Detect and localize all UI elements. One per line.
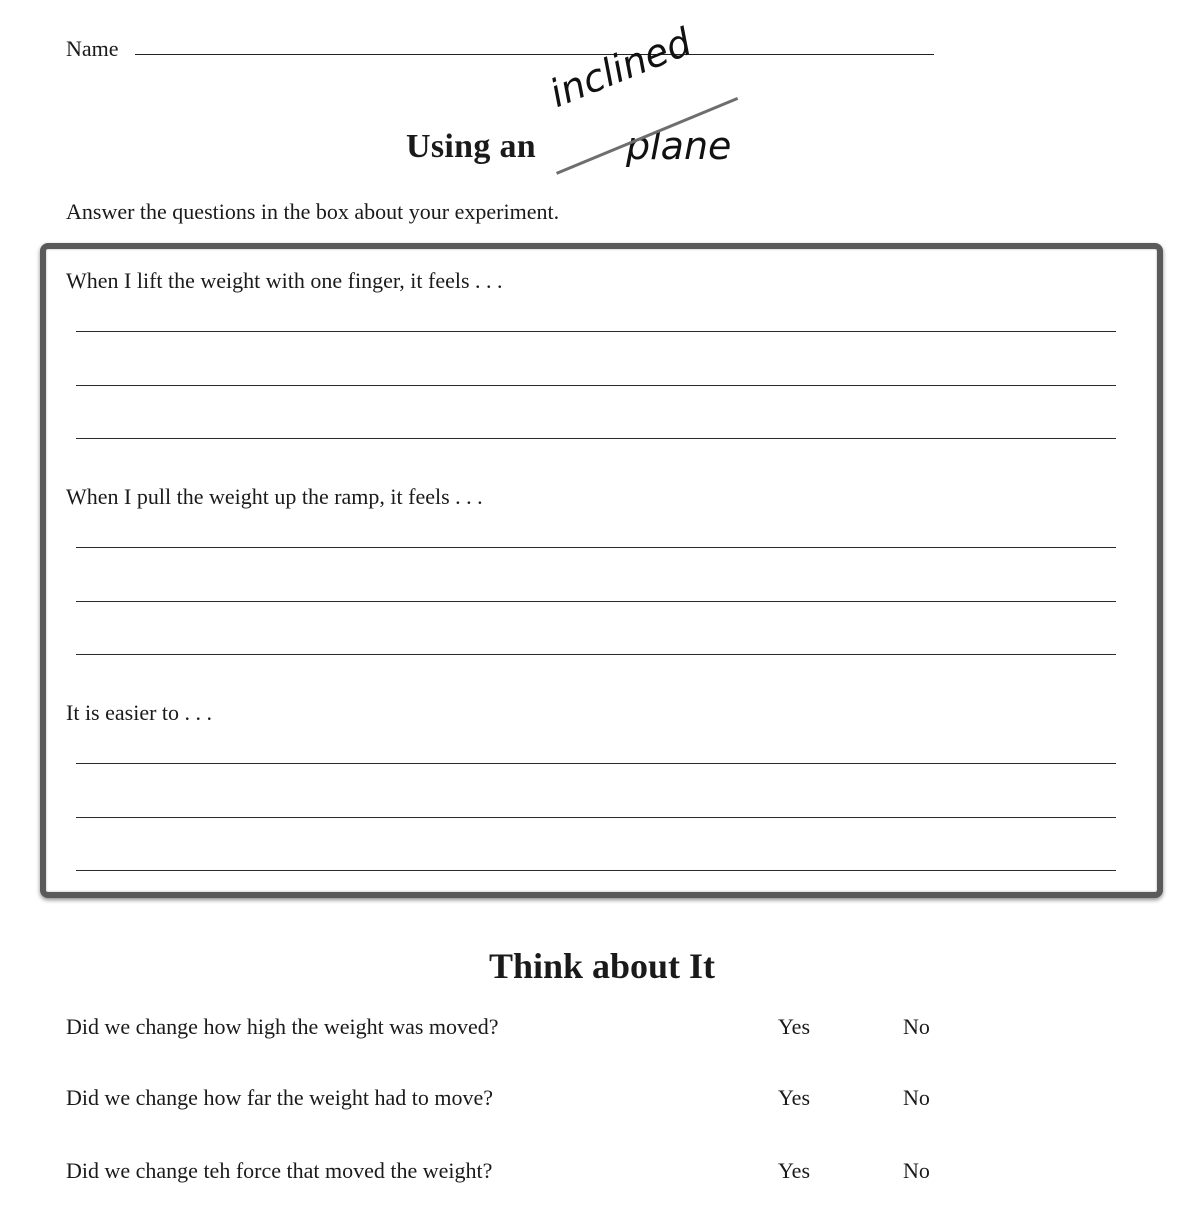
answer-line[interactable] — [76, 385, 1116, 386]
answer-yes[interactable]: Yes — [778, 1014, 811, 1039]
answer-no[interactable]: No — [903, 1085, 930, 1110]
title-word-plane: plane — [626, 124, 732, 168]
answer-line[interactable] — [76, 870, 1116, 871]
answer-line[interactable] — [76, 817, 1116, 818]
answer-yes[interactable]: Yes — [778, 1158, 811, 1183]
question-height: Did we change how high the weight was moved? — [66, 1014, 499, 1039]
instructions-text: Answer the questions in the box about your experiment. — [66, 199, 560, 224]
question-distance: Did we change how far the weight had to move? — [66, 1085, 494, 1110]
prompt-pull: When I pull the weight up the ramp, it feels . . . — [66, 484, 483, 509]
answer-no[interactable]: No — [903, 1014, 930, 1039]
page-title: Using an — [406, 128, 536, 165]
section-title-think: Think about It — [488, 946, 716, 986]
answer-line[interactable] — [76, 763, 1116, 764]
answer-line[interactable] — [76, 547, 1116, 548]
answer-box — [40, 243, 1163, 898]
prompt-easier: It is easier to . . . — [66, 700, 213, 725]
prompt-lift: When I lift the weight with one finger, it feels . . . — [66, 268, 503, 293]
title-word-inclined: inclined — [543, 19, 698, 117]
name-label: Name — [66, 36, 119, 61]
answer-line[interactable] — [76, 654, 1116, 655]
question-force: Did we change teh force that moved the weight? — [66, 1158, 493, 1183]
answer-yes[interactable]: Yes — [778, 1085, 811, 1110]
name-field[interactable] — [135, 54, 934, 55]
answer-line[interactable] — [76, 601, 1116, 602]
answer-no[interactable]: No — [903, 1158, 930, 1183]
answer-line[interactable] — [76, 438, 1116, 439]
answer-line[interactable] — [76, 331, 1116, 332]
